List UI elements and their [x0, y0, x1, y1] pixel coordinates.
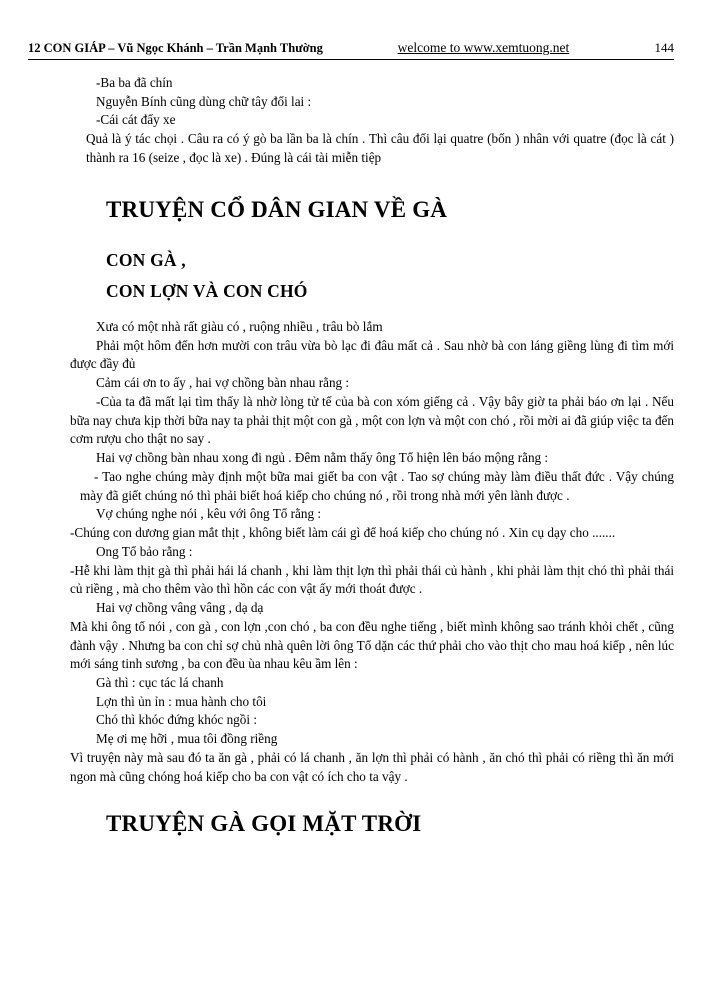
- section-subtitle-line-2: CON LỢN VÀ CON CHÓ: [106, 281, 308, 302]
- intro-line-3: -Cái cát đẩy xe: [96, 112, 176, 128]
- page-number: 144: [654, 40, 674, 55]
- intro-line-1: -Ba ba đã chín: [96, 75, 173, 90]
- story-paragraph-6: - Tao nghe chúng mày định một bữa mai giết ba con vật . Tao sợ chúng mày làm điều thất đức . Vậy chúng mày đã giết chúng nó thì phải biết hoá kiếp cho chúng nó , rồi trong nhà mới yên lành được .: [80, 468, 674, 503]
- section-title-second: TRUYỆN GÀ GỌI MẶT TRỜI: [106, 811, 422, 837]
- story-line-cho: Chó thì khóc đứng khóc ngồi :: [96, 712, 257, 728]
- header-website-link[interactable]: welcome to www.xemtuong.net: [397, 40, 570, 55]
- story-paragraph-7: Vợ chúng nghe nói , kêu với ông Tổ rằng :: [96, 506, 322, 522]
- section-title-main: TRUYỆN CỔ DÂN GIAN VỀ GÀ: [106, 196, 448, 222]
- story-paragraph-4: -Của ta đã mất lại tìm thấy là nhờ lòng tử tế của bà con xóm giếng cả . Vậy bây giờ ta phải báo ơn lại . Nếu bữa nay chưa kịp thời bữa nay ta phải thịt một con gà , một con lợn và một con chó , rồi mời ai đã giúp việc ta đến cơm rượu cho thật no say .: [70, 393, 674, 447]
- story-line-lon: Lợn thì ủn ỉn : mua hành cho tôi: [96, 693, 267, 709]
- story-paragraph-5: Hai vợ chồng bàn nhau xong đi ngủ . Đêm nằm thấy ông Tổ hiện lên báo mộng rằng :: [96, 450, 549, 466]
- story-line-me: Mẹ ơi mẹ hỡi , mua tôi đồng riềng: [96, 731, 278, 747]
- story-paragraph-2: Phải một hôm đến hơn mười con trâu vừa bò lạc đi đâu mất cả . Sau nhờ bà con láng giềng lùng đi tìm mới được đầy đủ: [70, 337, 674, 372]
- story-paragraph-12: Mà khi ông tổ nói , con gà , con lợn ,con chó , ba con đều nghe tiếng , biết mình không sao tránh khỏi chết , cũng đành vậy . Nhưng ba con chỉ sợ chủ nhà quên lời ông Tổ dặn các thứ phải cho vào thịt cho mau hoá kiếp , nên lúc mới sáng tinh sương , ba con đều ùa nhau kêu ầm lên :: [70, 618, 674, 672]
- header-book-title: 12 CON GIÁP – Vũ Ngọc Khánh – Trần Mạnh Thường: [28, 41, 323, 55]
- intro-paragraph: Quả là ý tác chọi . Câu ra có ý gò ba lần ba là chín . Thì câu đối lại quatre (bốn ) nhân với quatre (đọc là cát ) thành ra 16 (seize , đọc là xe) . Đúng là cái tài miễn tiệp: [86, 131, 674, 165]
- intro-line-2: Nguyễn Bính cũng dùng chữ tây đối lai :: [96, 93, 312, 109]
- story-paragraph-9: Ong Tổ bảo rằng :: [96, 543, 193, 559]
- page-header: [28, 40, 674, 56]
- story-paragraph-10: -Hễ khi làm thịt gà thì phải hái lá chanh , khi làm thịt lợn thì phải thái củ hành , khi phải làm thịt chó thì phải thái củ riềng , mà cho thêm vào thì hồn các con vật ấy mới thoát được .: [70, 562, 674, 597]
- section-subtitle-line-1: CON GÀ ,: [106, 250, 186, 271]
- header-divider: [28, 59, 674, 60]
- story-paragraph-17: Vì truyện này mà sau đó ta ăn gà , phải có lá chanh , ăn lợn thì phải có hành , ăn chó thì phải có riềng thì ăn mới ngon mà cũng chóng hoá kiếp cho ba con vật có ích cho ta vậy .: [70, 749, 674, 784]
- story-line-ga: Gà thì : cục tác lá chanh: [96, 674, 224, 690]
- page-body: [28, 74, 674, 841]
- story-paragraph-11: Hai vợ chồng vâng vâng , dạ dạ: [96, 600, 264, 616]
- story-paragraph-8: -Chúng con dương gian mắt thịt , không biết làm cái gì để hoá kiếp cho chúng nó . Xin cụ dạy cho .......: [70, 525, 616, 541]
- story-paragraph-1: Xưa có một nhà rất giàu có , ruộng nhiều , trâu bò lắm: [96, 319, 383, 335]
- story-paragraph-3: Cảm cái ơn to ấy , hai vợ chồng bàn nhau rằng :: [96, 375, 350, 391]
